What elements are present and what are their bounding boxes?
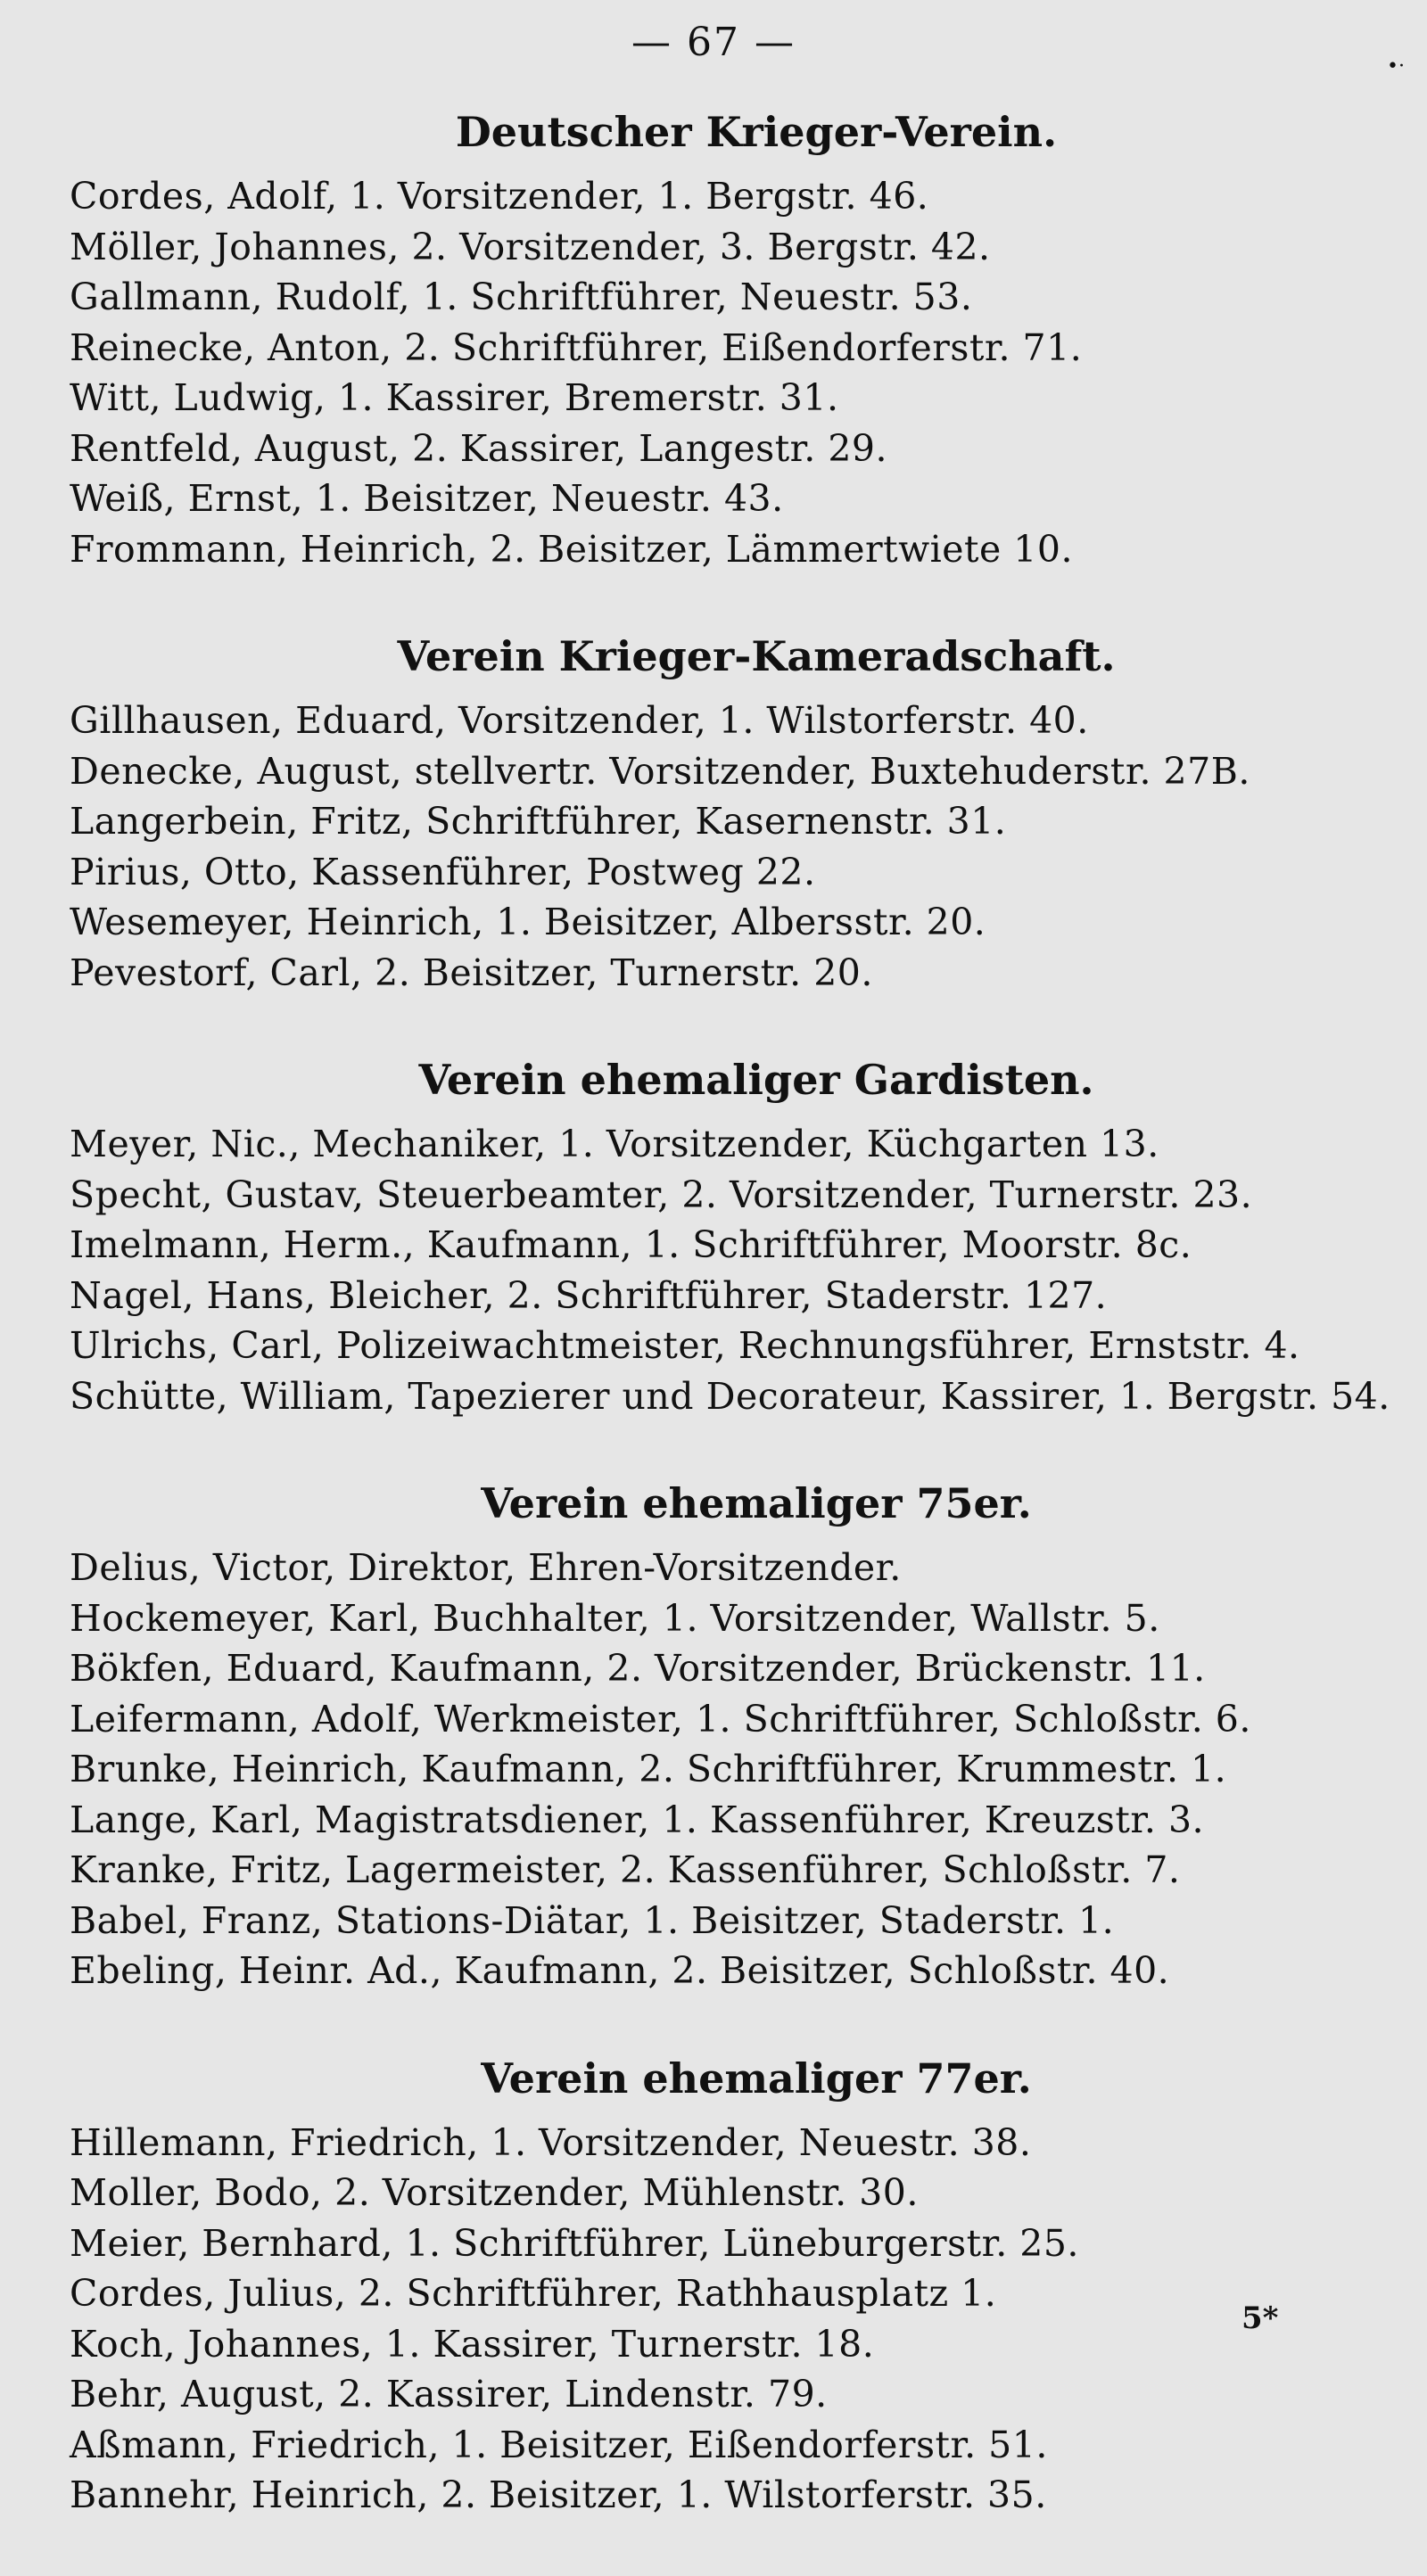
list-item: Behr, August, 2. Kassirer, Lindenstr. 79. [70, 2373, 828, 2416]
list-item: Leifermann, Adolf, Werkmeister, 1. Schriftführer, Schloßstr. 6. [70, 1697, 1251, 1741]
signature-mark: 5* [1241, 2300, 1279, 2336]
list-item: Reinecke, Anton, 2. Schriftführer, Eißendorferstr. 71. [70, 325, 1083, 369]
list-item: Cordes, Julius, 2. Schriftführer, Rathhausplatz 1. [70, 2272, 997, 2315]
list-item: Imelmann, Herm., Kaufmann, 1. Schriftführer, Moorstr. 8c. [70, 1223, 1192, 1266]
list-item: Cordes, Adolf, 1. Vorsitzender, 1. Bergstr. 46. [70, 175, 929, 218]
list-item: Wesemeyer, Heinrich, 1. Beisitzer, Albersstr. 20. [70, 901, 986, 943]
list-item: Kranke, Fritz, Lagermeister, 2. Kassenführer, Schloßstr. 7. [70, 1848, 1181, 1891]
list-item: Langerbein, Fritz, Schriftführer, Kasernenstr. 31. [70, 800, 1007, 843]
list-item: Meier, Bernhard, 1. Schriftführer, Lüneburgerstr. 25. [70, 2221, 1079, 2265]
list-item: Koch, Johannes, 1. Kassirer, Turnerstr. 18. [70, 2322, 875, 2366]
section-ehemaliger-77er [70, 2052, 1372, 2521]
list-item: Bökfen, Eduard, Kaufmann, 2. Vorsitzender, Brückenstr. 11. [70, 1647, 1206, 1690]
section-krieger-kameradschaft [70, 630, 1372, 998]
list-item: Rentfeld, August, 2. Kassirer, Langestr. 29. [70, 426, 888, 470]
list-item: Babel, Franz, Stations-Diätar, 1. Beisitzer, Staderstr. 1. [70, 1898, 1115, 1942]
list-item: Hillemann, Friedrich, 1. Vorsitzender, Neuestr. 38. [70, 2120, 1032, 2164]
list-item: Pevestorf, Carl, 2. Beisitzer, Turnerstr. 20. [70, 951, 873, 994]
section-ehemaliger-75er [70, 1477, 1372, 1996]
section-title: Verein Krieger-Kameradschaft. [397, 632, 1116, 680]
section-title: Verein ehemaliger 75er. [481, 1479, 1032, 1527]
list-item: Witt, Ludwig, 1. Kassirer, Bremerstr. 31. [70, 376, 839, 419]
list-item: Delius, Victor, Direktor, Ehren-Vorsitzender. [70, 1546, 902, 1589]
list-item: Brunke, Heinrich, Kaufmann, 2. Schriftführer, Krummestr. 1. [70, 1748, 1227, 1790]
list-item: Denecke, August, stellvertr. Vorsitzender, Buxtehuderstr. 27B. [70, 749, 1250, 793]
list-item: Schütte, William, Tapezierer und Decorateur, Kassirer, 1. Bergstr. 54. [70, 1374, 1390, 1418]
list-item: Hockemeyer, Karl, Buchhalter, 1. Vorsitzender, Wallstr. 5. [70, 1596, 1160, 1640]
section-ehemaliger-gardisten [70, 1053, 1390, 1421]
list-item: Gillhausen, Eduard, Vorsitzender, 1. Wilstorferstr. 40. [70, 699, 1089, 742]
section-title: Verein ehemaliger 77er. [481, 2053, 1032, 2103]
list-item: Nagel, Hans, Bleicher, 2. Schriftführer, Staderstr. 127. [70, 1273, 1108, 1317]
list-item: Specht, Gustav, Steuerbeamter, 2. Vorsitzender, Turnerstr. 23. [70, 1173, 1253, 1216]
list-item: Bannehr, Heinrich, 2. Beisitzer, 1. Wilstorferstr. 35. [70, 2473, 1047, 2516]
section-deutscher-krieger-verein [70, 105, 1372, 574]
list-item: Ebeling, Heinr. Ad., Kaufmann, 2. Beisitzer, Schloßstr. 40. [70, 1949, 1170, 1992]
list-item: Gallmann, Rudolf, 1. Schriftführer, Neuestr. 53. [70, 276, 973, 318]
page-number: — 67 — [631, 20, 796, 65]
list-item: Aßmann, Friedrich, 1. Beisitzer, Eißendorferstr. 51. [70, 2423, 1048, 2466]
list-item: Möller, Johannes, 2. Vorsitzender, 3. Bergstr. 42. [70, 225, 991, 268]
list-item: Pirius, Otto, Kassenführer, Postweg 22. [70, 850, 816, 893]
directory-content [70, 105, 1390, 2576]
section-title: Deutscher Krieger-Verein. [455, 108, 1058, 156]
list-item: Ulrichs, Carl, Polizeiwachtmeister, Rechnungsführer, Ernststr. 4. [70, 1324, 1300, 1367]
list-item: Moller, Bodo, 2. Vorsitzender, Mühlenstr. 30. [70, 2171, 919, 2214]
list-item: Weiß, Ernst, 1. Beisitzer, Neuestr. 43. [70, 477, 784, 520]
print-specks: •· [1387, 55, 1405, 78]
list-item: Frommann, Heinrich, 2. Beisitzer, Lämmertwiete 10. [70, 527, 1074, 571]
section-title: Verein ehemaliger Gardisten. [418, 1056, 1094, 1104]
list-item: Lange, Karl, Magistratsdiener, 1. Kassenführer, Kreuzstr. 3. [70, 1798, 1205, 1841]
list-item: Meyer, Nic., Mechaniker, 1. Vorsitzender, Küchgarten 13. [70, 1123, 1159, 1165]
